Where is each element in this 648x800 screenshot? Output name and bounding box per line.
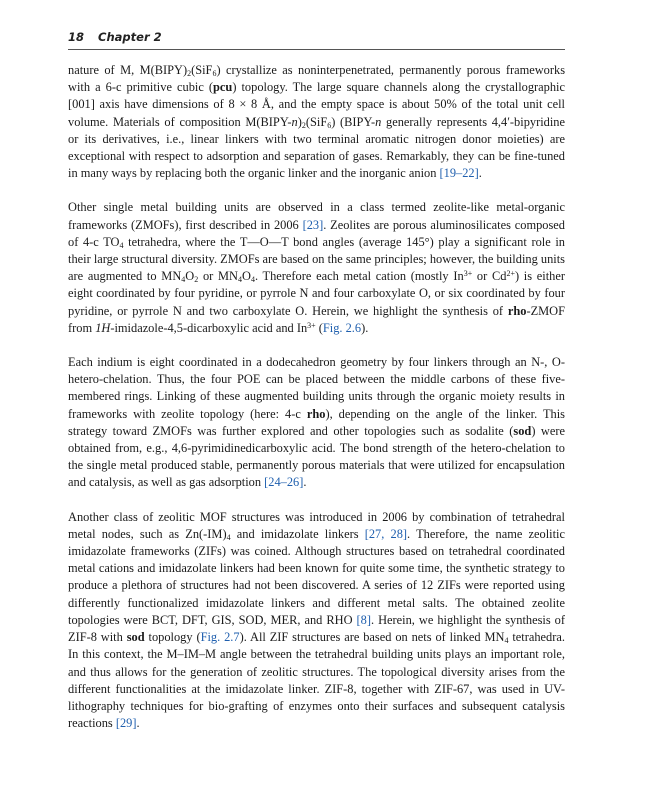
superscript: 2+ xyxy=(506,269,515,279)
reference-link[interactable]: Fig. 2.6 xyxy=(322,320,362,335)
reference-link[interactable]: [24–26] xyxy=(264,475,304,490)
subscript: 2 xyxy=(194,275,199,285)
paragraph xyxy=(68,62,565,182)
text-run: ) topology. The large square channels along the crystallographic [001] axis have dimensions of 8 × 8 Å, and the empty space is about 50% of the total unit cell volume. Materials of composition M(BIPY- xyxy=(68,80,565,129)
text-run: O xyxy=(185,269,195,284)
subscript: 4 xyxy=(250,275,255,285)
text-run: . Therefore, the name zeolitic imidazolate frameworks (ZIFs) was coined. Although structures based on tetrahedral coordinated metal cations and imidazolate linkers had been known for quite some time, the synthetic strategy to produce a plethora of structures had not been discovered. A series of 12 ZIFs were reported using differently functionalized imidazolate linkers and different metal salts. The obtained zeolite topologies were BCT, DFT, GIS, SOD, MER, and RHO xyxy=(68,526,565,627)
subscript: 6 xyxy=(212,69,217,78)
text-run: tetrahedra, where the T—O—T bond angles (average 145°) play a significant role in their large structural diversity. ZMOFs are based on the same principles; however, the building units are augmented to MN xyxy=(68,234,565,284)
paragraph xyxy=(68,354,565,492)
bold-term: rho xyxy=(507,303,527,318)
italic-term: 1H xyxy=(95,320,111,335)
text-run: Other single metal building units are observed in a class termed zeolite-like metal-organic frameworks (ZMOFs), first described in 2006 xyxy=(68,200,565,232)
subscript: 4 xyxy=(119,240,124,250)
subscript: 2 xyxy=(187,69,192,78)
text-run: Another class of zeolitic MOF structures was introduced in 2006 by combination of tetrahedral metal nodes, such as Zn(-IM) xyxy=(68,509,565,541)
subscript: 4 xyxy=(226,532,231,542)
text-run: tetrahedra. In this context, the M–IM–M angle between the tetrahedral building units plays an important role, and thus allows for the generation of zeolitic structures. The topological diversity arises from the different functionalities at the imidazolate linker. ZIF-8, together with ZIF-67, was used in UV-lithography techniques for bio-grafting of enzymes onto their surfaces and subsequent catalysis reactions xyxy=(68,630,565,731)
text-run: (SiF xyxy=(305,114,328,129)
text-run: ) crystallize as noninterpenetrated, permanently porous frameworks with a 6-c primitive cubic ( xyxy=(68,63,566,95)
text-run: or Cd xyxy=(472,269,507,284)
superscript: 3+ xyxy=(463,269,473,279)
bold-term: sod xyxy=(126,630,145,645)
superscript: 3+ xyxy=(307,320,316,330)
italic-term: n xyxy=(291,114,298,129)
text-run: ), depending on the angle of the linker. This strategy toward ZMOFs was further explored and other topologies such as sodalite ( xyxy=(68,406,565,438)
text-run: or MN xyxy=(198,269,238,284)
text-run: ) is either eight coordinated by four pyridine, or pyrrole N and four carboxylate O, or six coordinated by four pyridine, or pyrrole N and two carboxylate O. Herein, we highlight the synthesis of xyxy=(68,269,566,318)
running-header xyxy=(68,30,565,50)
chapter-label: Chapter 2 xyxy=(98,30,162,44)
page-number: 18 xyxy=(68,30,85,44)
subscript: 4 xyxy=(181,275,186,285)
subscript: 4 xyxy=(504,636,509,646)
reference-link[interactable]: [8] xyxy=(356,612,371,627)
text-run: (SiF xyxy=(191,63,213,77)
text-run: and imidazolate linkers xyxy=(230,526,365,541)
reference-link[interactable]: [27, 28] xyxy=(364,526,408,541)
bold-term: rho xyxy=(306,406,326,421)
text-run: Each indium is eight coordinated in a dodecahedron geometry by four linkers through an N-, O-hetero-chelation. Thus, the four POE can be placed between the middle carbons of these five-membered rings. Linking of these augmented building units through the organic moiety results in frameworks with zeolite topology (here: 4-c xyxy=(68,355,565,421)
text-run: ) xyxy=(297,114,302,129)
text-run: -ZMOF from xyxy=(68,303,565,335)
subscript: 4 xyxy=(237,275,242,285)
text-run: . xyxy=(478,166,482,181)
paragraph xyxy=(68,199,565,337)
text-run: . Herein, we highlight the synthesis of ZIF-8 with xyxy=(68,612,565,645)
paragraph xyxy=(68,509,565,733)
text-run: ). xyxy=(361,320,369,335)
reference-link[interactable]: [19–22] xyxy=(439,166,479,181)
text-run: ). All ZIF structures are based on nets of linked MN xyxy=(239,630,505,645)
subscript: 6 xyxy=(327,120,332,130)
text-run: generally represents 4,4′-bipyridine or its derivatives, i.e., linear linkers with two terminal aromatic nitrogen donor moieties) are exceptional with respect to adsorption and separation of gases. Remarkably, they can be fine-tuned in many ways by replacing both the organic linker and the inorganic anion xyxy=(68,114,565,181)
reference-link[interactable]: [29] xyxy=(115,716,137,731)
bold-term: pcu xyxy=(213,80,233,95)
subscript: 2 xyxy=(301,120,306,130)
reference-link[interactable]: Fig. 2.7 xyxy=(200,630,240,645)
text-run: nature of M, M(BIPY) xyxy=(68,63,188,77)
text-run: -imidazole-4,5-dicarboxylic acid and In xyxy=(110,320,308,335)
text-run: ) were obtained from, e.g., 4,6-pyrimidinedicarboxylic acid. The bond strength of the hetero-chelation to the single metal produced stable, permanently porous materials that were utilized for encapsulation and catalysis, as well as gas adsorption xyxy=(68,423,565,490)
text-run: ) (BIPY- xyxy=(331,114,376,129)
text-run: topology ( xyxy=(144,630,201,645)
text-run: O xyxy=(241,269,251,284)
bold-term: sod xyxy=(513,423,532,438)
italic-term: n xyxy=(375,114,382,129)
text-run: . xyxy=(303,475,307,490)
text-run: . xyxy=(136,716,140,731)
text-run: . Zeolites are porous aluminosilicates composed of 4-c TO xyxy=(68,217,565,249)
body-text xyxy=(68,62,565,749)
reference-link[interactable]: [23] xyxy=(302,217,324,232)
text-run: . Therefore each metal cation (mostly In xyxy=(254,269,464,284)
text-run: ( xyxy=(315,320,323,335)
